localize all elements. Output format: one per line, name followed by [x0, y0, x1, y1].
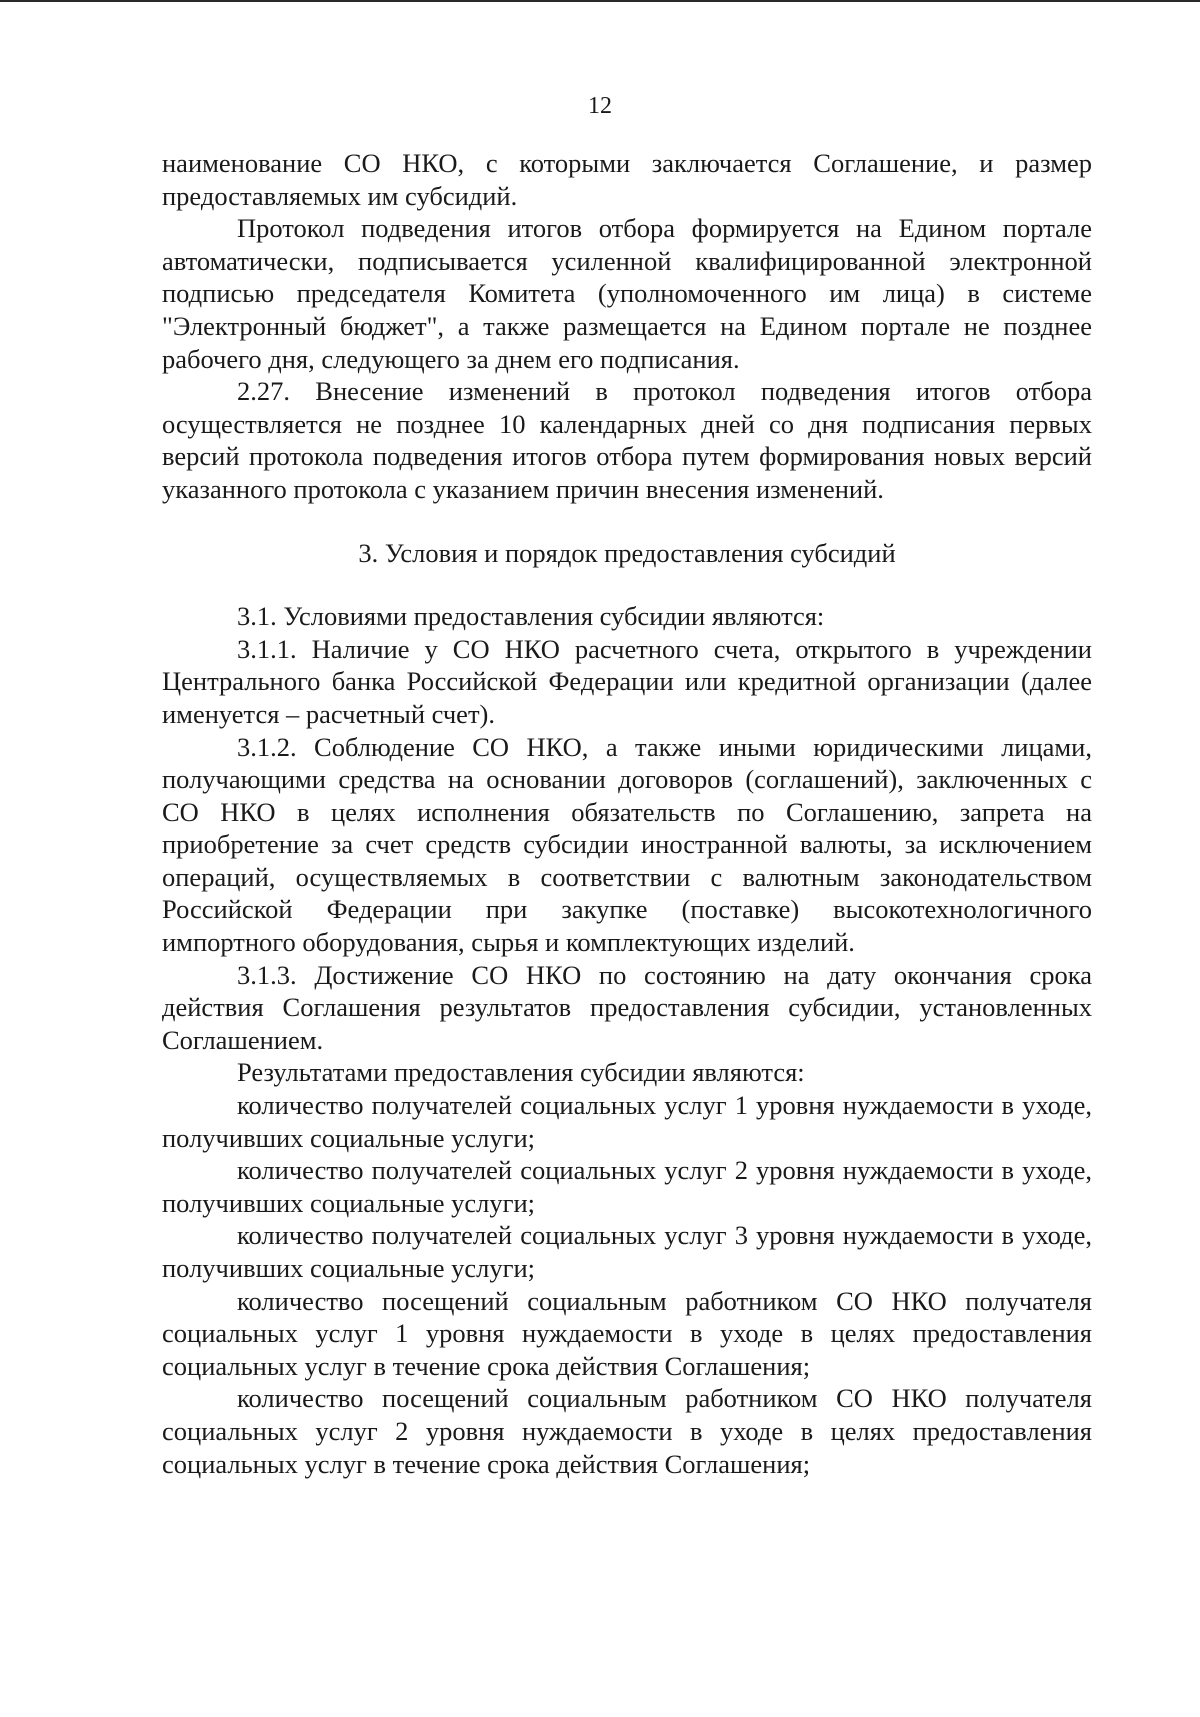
top-scan-edge [0, 0, 1200, 2]
paragraph-results-intro: Результатами предоставления субсидии являются: [237, 1057, 805, 1088]
list-item-result: количество получателей социальных услуг 3 уровня нуждаемости в уходе, получивших социальные услуги; [162, 1220, 1092, 1283]
paragraph-3-1: 3.1. Условиями предоставления субсидии являются: [237, 601, 825, 632]
paragraph-3-1-1: 3.1.1. Наличие у СО НКО расчетного счета, открытого в учреждении Центрального банка Российской Федерации или кредитной организации (далее именуется – расчетный счет). [162, 633, 1092, 729]
paragraph-3-1-3: 3.1.3. Достижение СО НКО по состоянию на дату окончания срока действия Соглашения результатов предоставления субсидии, установленных Соглашением. [162, 959, 1092, 1055]
section-heading: 3. Условия и порядок предоставления субсидий [358, 537, 896, 568]
list-item-result: количество получателей социальных услуг 2 уровня нуждаемости в уходе, получивших социальные услуги; [162, 1155, 1092, 1218]
paragraph-continuation: наименование СО НКО, с которыми заключается Соглашение, и размер предоставляемых им субсидий. [162, 148, 1092, 211]
page-number: 12 [588, 93, 612, 119]
paragraph-2-27: 2.27. Внесение изменений в протокол подведения итогов отбора осуществляется не позднее 10 календарных дней со дня подписания первых версий протокола подведения итогов отбора путем формирования новых версий указанного протокола с указанием причин внесения изменений. [162, 376, 1092, 504]
paragraph-protocol: Протокол подведения итогов отбора формируется на Едином портале автоматически, подписывается усиленной квалифицированной электронной подписью председателя Комитета (уполномоченного им лица) в системе "Электронный бюджет", а также размещается на Едином портале не позднее рабочего дня, следующего за днем его подписания. [162, 213, 1092, 374]
paragraph-3-1-2: 3.1.2. Соблюдение СО НКО, а также иными юридическими лицами, получающими средства на основании договоров (соглашений), заключенных с СО НКО в целях исполнения обязательств по Соглашению, запрета на приобретение за счет средств субсидии иностранной валюты, за исключением операций, осуществляемых в соответствии с валютным законодательством Российской Федерации при закупке (поставке) высокотехнологичного импортного оборудования, сырья и комплектующих изделий. [162, 731, 1092, 958]
list-item-result: количество получателей социальных услуг 1 уровня нуждаемости в уходе, получивших социальные услуги; [162, 1090, 1092, 1153]
list-item-result: количество посещений социальным работником СО НКО получателя социальных услуг 1 уровня нуждаемости в уходе в целях предоставления социальных услуг в течение срока действия Соглашения; [162, 1285, 1092, 1381]
list-item-result: количество посещений социальным работником СО НКО получателя социальных услуг 2 уровня нуждаемости в уходе в целях предоставления социальных услуг в течение срока действия Соглашения; [162, 1383, 1092, 1479]
document-body [162, 147, 1092, 1480]
